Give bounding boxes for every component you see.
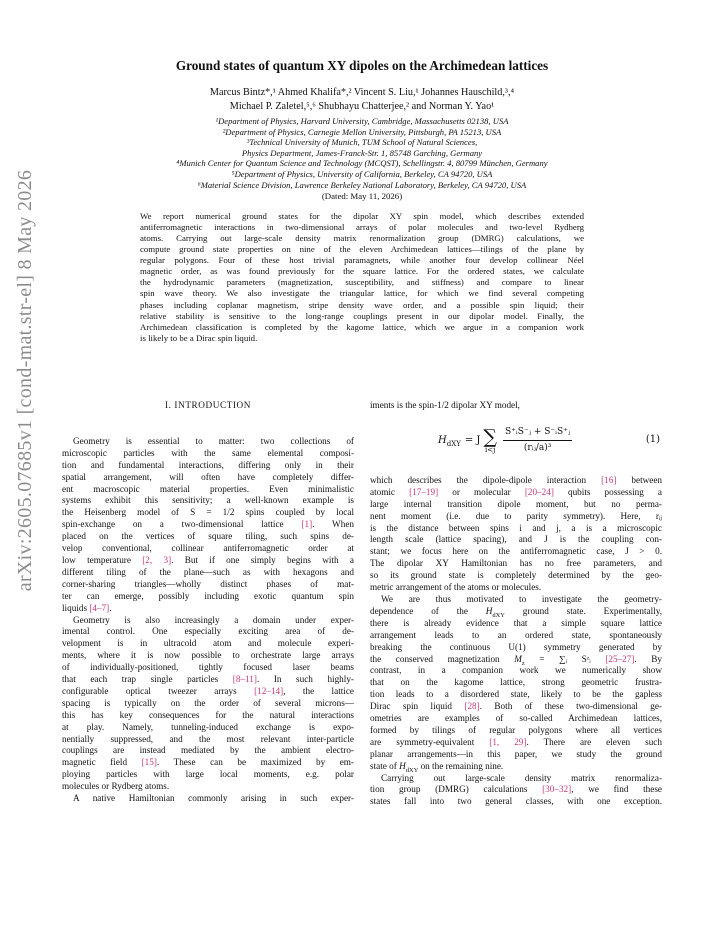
text-line: planar arrangements—in this paper, we study the ground <box>370 748 662 759</box>
affiliation-line: ⁴Munich Center for Quantum Science and Technology (MCQST), Schellingstr. 4, 80799 München, Germany <box>176 158 548 169</box>
text-line: Dirac spin liquid [28]. Both of these two-dimensional ge- <box>370 701 662 712</box>
text-line: this has key consequences for the natural interactions <box>62 709 354 720</box>
text-line: molecules or Rydberg atoms. <box>62 781 170 792</box>
paper-title: Ground states of quantum XY dipoles on the Archimedean lattices <box>175 58 549 73</box>
text-line: spacing is typically on the order of several microns— <box>62 697 354 708</box>
text-line: of individually-positioned, tightly focused laser beams <box>62 662 354 673</box>
text-line: which describes the dipole-dipole interaction [16] between <box>370 474 662 485</box>
text-line: Geometry is also increasingly a domain under exper- <box>73 614 354 625</box>
text-line: the conserved magnetization $M_z$ = ∑ᵢ Sᶻᵢ [25–27]. By <box>370 653 662 666</box>
citation-link[interactable]: [4–7] <box>89 602 110 613</box>
citation-link[interactable]: [15] <box>141 757 157 768</box>
citation-link[interactable]: [28] <box>464 701 480 712</box>
sum-index: i<j <box>485 445 496 454</box>
affiliation-line: ⁶Material Science Division, Lawrence Berkeley National Laboratory, Berkeley, CA 94720, USA <box>197 179 527 190</box>
text-line: magnetic field [15]. These can be maximized by em- <box>62 757 354 768</box>
text-line: ments, where it is now possible to orchestrate large arrays <box>62 650 354 661</box>
text-line: dependence of the $H_{dXY}$ ground state. Experimentally, <box>370 605 662 618</box>
citation-link[interactable]: [25–27] <box>605 653 635 664</box>
text-line: are symmetry-equivalent [1, 29]. There are eleven such <box>370 736 662 747</box>
abstract-line: phases including coplanar magnetism, stripe density wave order, and a possible spin liquid; their <box>140 299 584 310</box>
fraction-numerator: S⁺ᵢS⁻ⱼ + S⁻ᵢS⁺ⱼ <box>503 427 572 442</box>
citation-link[interactable]: [16] <box>601 474 617 485</box>
sum-symbol: ∑ <box>483 425 497 448</box>
text-line: at play. Namely, tunneling-induced exchange is expo- <box>62 721 354 732</box>
text-line: liquids [4–7]. <box>62 602 112 613</box>
text-line: different tiling of the plane—such as with hexagons and <box>62 566 354 577</box>
abstract-line: We report numerical ground states for the dipolar XY spin model, which describes extended <box>140 211 584 222</box>
text-line <box>62 424 354 436</box>
text-line: state of $H_{dXY}$ on the remaining nine. <box>370 760 504 773</box>
text-line: velopment is in ultracold atom and molecule experi- <box>62 638 354 649</box>
author-line: Marcus Bintz*,¹ Ahmed Khalifa*,² Vincent S. Liu,¹ Johannes Hauschild,³,⁴ <box>209 87 515 98</box>
affiliation-line: ³Technical University of Munich, TUM School of Natural Sciences, <box>246 137 478 148</box>
text-line: the Heisenberg model of S = 1/2 spins coupled by local <box>62 507 354 518</box>
author-list <box>62 86 662 114</box>
text-line: corner-sharing triangles—wholly distinct phases of mat- <box>62 578 354 589</box>
paper-page <box>62 58 662 807</box>
text-line: tion and fundamental interactions, differing only in their <box>62 459 354 470</box>
text-line: Carrying out large-scale density matrix renormaliza- <box>381 772 662 783</box>
abstract-line: relative stability is sensitive to the long-range couplings present in our dipolar model. Finally, the <box>140 310 584 321</box>
text-line: ploying particles with large local moments, e.g. polar <box>62 769 354 780</box>
arxiv-identifier-stamp <box>6 170 46 590</box>
date-line: (Dated: May 11, 2026) <box>321 191 403 202</box>
text-line: that each trap single particles [8–11]. In such highly- <box>62 674 354 685</box>
text-line: ometries are examples of so-called Archimedean lattices, <box>370 713 662 724</box>
affiliation-line: ¹Department of Physics, Harvard University, Cambridge, Massachusetts 02138, USA <box>215 116 509 126</box>
text-line: breaking the continuous U(1) symmetry generated by <box>370 641 662 652</box>
citation-link[interactable]: [1, 29] <box>489 736 527 747</box>
affiliation-list <box>62 116 662 190</box>
text-line: that on the kagome lattice, strong geometric frustra- <box>370 677 662 688</box>
text-line: configurable optical tweezer arrays [12–14], the lattice <box>62 685 354 696</box>
text-line: states fall into two general classes, with one exception. <box>370 796 662 807</box>
text-line: ent macroscopic material properties. Even minimalistic <box>62 483 354 494</box>
equation-body <box>438 421 572 461</box>
affiliation-line: ⁵Department of Physics, University of California, Berkeley, CA 94720, USA <box>231 168 493 179</box>
text-line: tion leads to a disordered state, likely to be the gapless <box>370 689 662 700</box>
text-line: large internal transition dipole moment, but no perma- <box>370 498 662 509</box>
text-line: Geometry is essential to matter: two collections of <box>73 435 354 446</box>
equation-block <box>370 417 662 471</box>
right-column <box>370 400 662 808</box>
abstract-line: regular polygons. Four of these host trivial paramagnets, while another four develop collinear Néel <box>140 255 584 266</box>
text-line: tion group (DMRG) calculations [30–32], we find these <box>370 784 662 795</box>
author-line: Michael P. Zaletel,⁵,⁶ Shubhayu Chatterjee,² and Norman Y. Yao¹ <box>229 101 495 112</box>
citation-link[interactable]: [20–24] <box>524 486 554 497</box>
text-line: placed on the vertices of square tiling, such spins de- <box>62 531 354 542</box>
text-line: there is already evidence that a simple square lattice <box>370 617 662 628</box>
right-column-body <box>370 475 662 808</box>
text-line: iments is the spin-1/2 dipolar XY model, <box>370 400 520 410</box>
text-line: nentially suppressed, and the most relevant inter-particle <box>62 733 354 744</box>
citation-link[interactable]: [8–11] <box>232 674 257 685</box>
citation-link[interactable]: [2, 3] <box>142 554 172 565</box>
text-line: We are thus motivated to investigate the geometry- <box>381 593 662 604</box>
text-line: microscopic particles with the same elemental composi- <box>62 447 354 458</box>
section-heading: I. INTRODUCTION <box>164 400 252 410</box>
citation-link[interactable]: [30–32] <box>542 784 572 795</box>
citation-link[interactable]: [12–14] <box>254 685 284 696</box>
text-line: so its ground state is completely determined by the geo- <box>370 570 662 581</box>
text-line: metric arrangement of the atoms or molecules. <box>370 582 542 593</box>
equation-lhs: $H_{dXY}$ <box>438 434 461 448</box>
text-line: ter can emerge, possibly including exotic quantum spin <box>62 590 354 601</box>
text-line: length scale (lattice spacing), and J is the coupling con- <box>370 534 662 545</box>
text-line: imental control. One especially exciting area of de- <box>62 626 354 637</box>
abstract-line: compute ground state properties on nine of the eleven Archimedean lattices—tilings of the plane by <box>140 244 584 255</box>
text-line: couplings are instead mediated by the ambient electro- <box>62 745 354 756</box>
abstract-line: is likely to be a Dirac spin liquid. <box>140 332 258 343</box>
text-line: The dipolar XY Hamiltonian has no free parameters, and <box>370 558 662 569</box>
citation-link[interactable]: [1] <box>301 519 313 530</box>
text-line: low temperature [2, 3]. But if one simply begins with a <box>62 554 354 565</box>
text-line: A native Hamiltonian commonly arising in such exper- <box>73 793 354 804</box>
equation-number: (1) <box>645 433 660 445</box>
abstract-line: magnetic order, as was found previously for the square lattice. For the ordered states, we calculate <box>140 266 584 277</box>
abstract-line: spin wave theory. We also investigate the triangular lattice, for which we find several competing <box>140 288 584 299</box>
right-column-intro <box>370 400 662 412</box>
abstract-line: Archimedean classification is completed by the kagome lattice, which we argue in a companion work <box>140 321 584 332</box>
text-line: stant; we focus here on the antiferromagnetic case, J > 0. <box>370 546 662 557</box>
abstract <box>140 211 584 344</box>
text-line: is the distance between spins i and j, a is a microscopic <box>370 522 662 533</box>
equation-fraction <box>503 427 572 456</box>
abstract-line: antiferromagnetic interactions in two-dimensional arrays of polar molecules and two-level Rydberg <box>140 222 584 233</box>
arxiv-identifier-text: arXiv:2605.07685v1 [cond-mat.str-el] 8 May 2026 <box>14 169 37 591</box>
text-line: systems exhibit this sensitivity; a well-known example is <box>62 495 354 506</box>
text-line: velop conventional, collinear antiferromagnetic order at <box>62 543 354 554</box>
equation-equals: = J <box>464 434 481 446</box>
equation-sum <box>483 425 497 454</box>
affiliation-line: Physics Department, James-Franck-Str. 1, 85748 Garching, Germany <box>241 147 483 158</box>
text-line: spatial arrangement, will often have completely differ- <box>62 471 354 482</box>
text-line: contrast, in a companion work we numerically show <box>370 665 662 676</box>
abstract-line: the hydrodynamic parameters (magnetization, susceptibility, and stiffness) and compare to linear <box>140 277 584 288</box>
text-line: atomic [17–19] or molecular [20–24] qubits possessing a <box>370 486 662 497</box>
left-column <box>62 400 354 805</box>
text-line: spin-exchange on a two-dimensional lattice [1]. When <box>62 519 354 530</box>
text-line: formed by tilings of regular polygons where all vertices <box>370 724 662 735</box>
affiliation-line: ²Department of Physics, Carnegie Mellon University, Pittsburgh, PA 15213, USA <box>222 126 502 137</box>
text-line: nent moment (i.e. due to parity symmetry). Here, rᵢⱼ <box>370 510 662 521</box>
text-line: arrangement leads to an ordered state, spontaneously <box>370 629 662 640</box>
citation-link[interactable]: [17–19] <box>409 486 439 497</box>
abstract-line: atoms. Carrying out large-scale density matrix renormalization group (DMRG) calculations, we <box>140 233 584 244</box>
fraction-denominator: (rᵢⱼ/a)³ <box>523 443 552 454</box>
